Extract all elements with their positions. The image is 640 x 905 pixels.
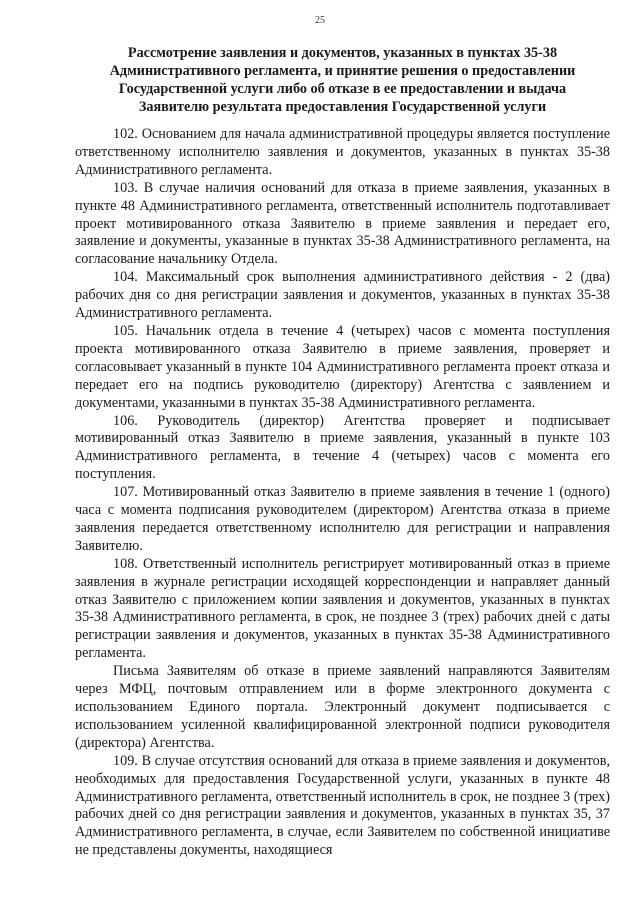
heading-line-4: Заявителю результата предоставления Государственной услуги [138, 99, 547, 115]
paragraph-105: 105. Начальник отдела в течение 4 (четырех) часов с момента поступления проекта мотивированного отказа Заявителю в приеме заявления, проверяет и согласовывает указанный в пункте 104 Административного регламента проект отказа и передает его на подпись руководителю (директору) Агентства с заявлением и документами, указанными в пунктах 35-38 Административного регламента. [75, 322, 610, 411]
paragraph-107: 107. Мотивированный отказ Заявителю в приеме заявления в течение 1 (одного) часа с момента подписания руководителем (директором) Агентства отказа в приеме заявления передается ответственному исполнителю для регистрации и направления Заявителю. [75, 484, 610, 554]
paragraph-109: 109. В случае отсутствия оснований для отказа в приеме заявления и документов, необходимых для предоставления Государственной услуги, указанных в пункте 48 Административного регламента, ответственный исполнитель в срок, не позднее 3 (трех) рабочих дней со дня регистрации заявления и документов, указанных в пунктах 35, 37 Административного регламента, в случае, если Заявителем по собственной инициативе не представлены документы, находящиеся [75, 752, 610, 859]
paragraph-letters: Письма Заявителям об отказе в приеме заявлений направляются Заявителям через МФЦ, почтовым отправлением или в форме электронного документа с использованием Единого портала. Электронный документ подписывается с использованием усиленной квалифицированной электронной подписи руководителя (директора) Агентства. [75, 663, 610, 751]
heading-line-3: Государственной услуги либо об отказе в ее предоставлении и выдача [118, 81, 567, 97]
heading-line-1: Рассмотрение заявления и документов, указанных в пунктах 35-38 [127, 45, 558, 61]
paragraph-104: 104. Максимальный срок выполнения административного действия - 2 (два) рабочих дня со дня регистрации заявления и документов, указанных в пунктах 35-38 Административного регламента. [75, 269, 610, 322]
paragraph-108: 108. Ответственный исполнитель регистрирует мотивированный отказ в приеме заявления в журнале регистрации исходящей корреспонденции и направляет данный отказ Заявителю с приложением копии заявления и документов, указанных в пунктах 35-38 Административного регламента, в срок, не позднее 3 (трех) рабочих дней с даты регистрации заявления и документов, указанных в пунктах 35-38 Административного регламента. [75, 555, 610, 662]
paragraph-102: 102. Основанием для начала административной процедуры является поступление ответственному исполнителю заявления и документов, указанных в пунктах 35-38 Административного регламента. [75, 126, 610, 178]
document-body [75, 126, 610, 860]
heading-line-2: Административного регламента, и принятие решения о предоставлении [109, 63, 576, 79]
page-number: 25 [315, 15, 325, 26]
paragraph-103: 103. В случае наличия оснований для отказа в приеме заявления, указанных в пункте 48 Административного регламента, ответственный исполнитель подготавливает проект мотивированного отказа Заявителю в приеме заявления и передает его, заявление и документы, указанные в пунктах 35-38 Административного регламента, на согласование начальнику Отдела. [75, 179, 610, 268]
paragraph-106: 106. Руководитель (директор) Агентства проверяет и подписывает мотивированный отказ Заявителю в приеме заявления, указанный в пункте 103 Административного регламента, в течение 4 (четырех) часов с момента его поступления. [75, 412, 610, 483]
